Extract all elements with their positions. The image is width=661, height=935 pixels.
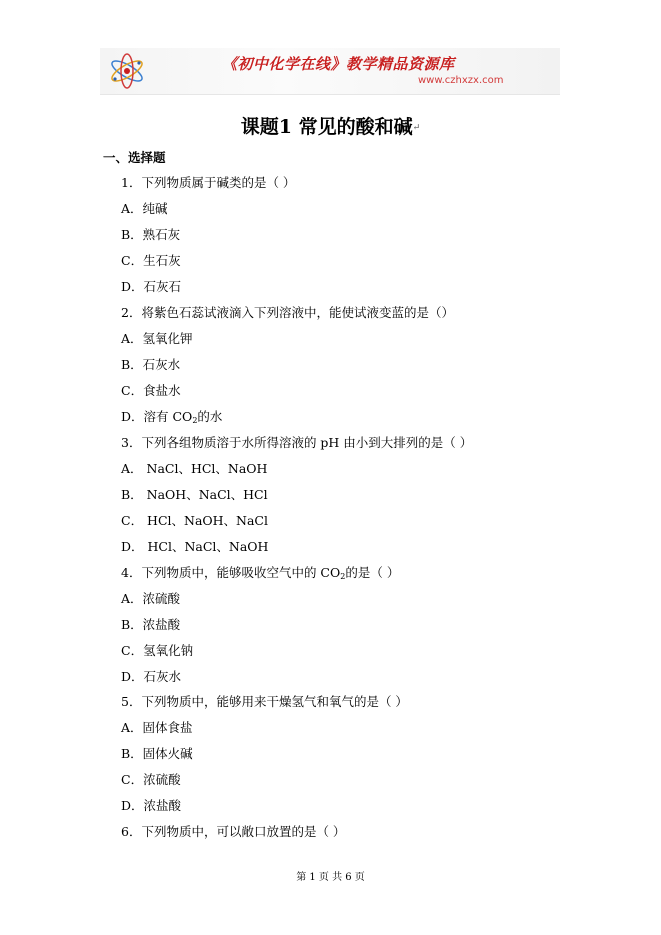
banner-url: www.czhxzx.com (418, 75, 504, 86)
question-3-stem: 3．下列各组物质溶于水所得溶液的 pH 由小到大排列的是（ ） (121, 435, 473, 450)
question-4-option-b: B．浓盐酸 (121, 617, 181, 632)
q4-stem-pre: 4．下列物质中，能够吸收空气中的 CO (121, 565, 341, 580)
page-title-text: 课题1 常见的酸和碱 (240, 116, 413, 138)
section-heading: 一、选择题 (103, 150, 166, 165)
question-1-option-a: A．纯碱 (121, 201, 168, 216)
banner-title: 《初中化学在线》教学精品资源库 (222, 55, 455, 73)
question-3-option-a: A． NaCl、HCl、NaOH (121, 461, 268, 476)
question-1-option-b: B．熟石灰 (121, 227, 181, 242)
q2-d-sub: 2 (192, 416, 198, 425)
q4-stem-post: 的是（ ） (345, 565, 400, 580)
question-4-stem (121, 565, 399, 581)
question-5-option-c: C．浓硫酸 (121, 772, 181, 787)
question-5-option-b: B．固体火碱 (121, 746, 193, 761)
question-1-stem: 1．下列物质属于碱类的是（ ） (121, 175, 296, 190)
question-6-stem: 6．下列物质中，可以敞口放置的是（ ） (121, 824, 346, 839)
q4-stem-sub: 2 (340, 572, 346, 581)
question-2-stem: 2．将紫色石蕊试液滴入下列溶液中，能使试液变蓝的是（） (121, 305, 454, 320)
question-3-option-d: D． HCl、NaCl、NaOH (121, 539, 269, 554)
paragraph-mark-icon: ↵ (412, 123, 421, 133)
question-1-option-c: C．生石灰 (121, 253, 181, 268)
q2-d-post: 的水 (197, 409, 223, 424)
question-4-option-c: C．氢氧化钠 (121, 643, 194, 658)
question-2-option-d (121, 409, 222, 425)
page-footer: 第 1 页 共 6 页 (296, 872, 365, 883)
question-2-option-c: C．食盐水 (121, 383, 181, 398)
question-4-option-a: A．浓硫酸 (121, 591, 181, 606)
question-1-option-d: D．石灰石 (121, 279, 182, 294)
q2-d-pre: D．溶有 CO (121, 409, 193, 424)
question-3-option-c: C． HCl、NaOH、NaCl (121, 513, 268, 528)
question-2-option-b: B．石灰水 (121, 357, 181, 372)
question-4-option-d: D．石灰水 (121, 669, 182, 684)
question-5-option-d: D．浓盐酸 (121, 798, 182, 813)
question-3-option-b: B． NaOH、NaCl、HCl (121, 487, 268, 502)
question-2-option-a: A．氢氧化钾 (121, 331, 193, 346)
question-5-option-a: A．固体食盐 (121, 720, 193, 735)
question-5-stem: 5．下列物质中，能够用来干燥氢气和氧气的是（ ） (121, 694, 408, 709)
